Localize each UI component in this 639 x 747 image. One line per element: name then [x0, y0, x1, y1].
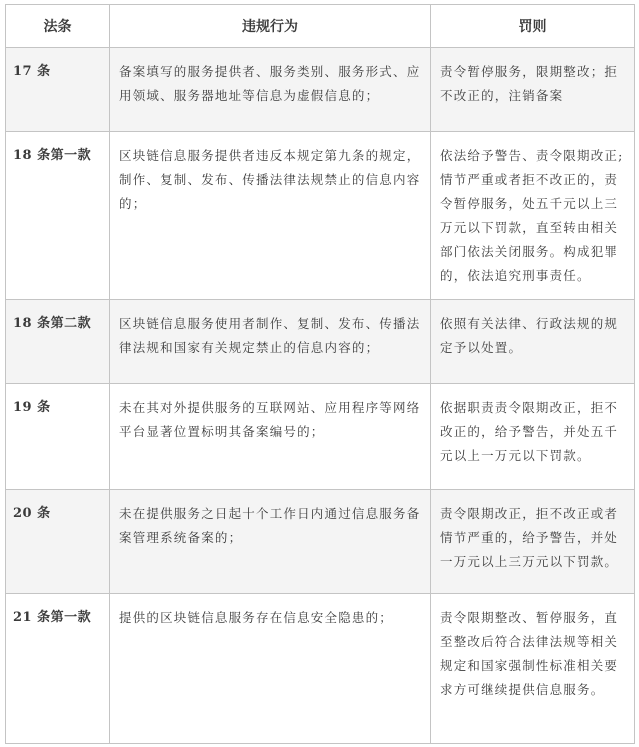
article-cell: 19 条 — [6, 384, 110, 490]
violation-cell: 提供的区块链信息服务存在信息安全隐患的； — [110, 594, 431, 744]
table-row — [6, 48, 635, 132]
penalty-cell: 责令暂停服务，限期整改；拒不改正的，注销备案 — [431, 48, 635, 132]
table-row — [6, 384, 635, 490]
penalty-cell: 依法给予警告、责令限期改正;情节严重或者拒不改正的，责令暂停服务，处五千元以上三万元以下罚款，直至转由相关部门依法关闭服务。构成犯罪的，依法追究刑事责任。 — [431, 132, 635, 300]
violation-cell: 未在提供服务之日起十个工作日内通过信息服务备案管理系统备案的； — [110, 490, 431, 594]
violation-cell: 备案填写的服务提供者、服务类别、服务形式、应用领域、服务器地址等信息为虚假信息的； — [110, 48, 431, 132]
penalty-cell: 责令限期整改、暂停服务，直至整改后符合法律法规等相关规定和国家强制性标准相关要求方可继续提供信息服务。 — [431, 594, 635, 744]
penalty-cell: 依照有关法律、行政法规的规定予以处置。 — [431, 300, 635, 384]
table-row — [6, 132, 635, 300]
header-violation: 违规行为 — [110, 5, 431, 48]
header-article: 法条 — [6, 5, 110, 48]
article-cell: 20 条 — [6, 490, 110, 594]
article-cell: 21 条第一款 — [6, 594, 110, 744]
header-row — [6, 5, 635, 48]
violation-cell: 未在其对外提供服务的互联网站、应用程序等网络平台显著位置标明其备案编号的； — [110, 384, 431, 490]
table-row — [6, 300, 635, 384]
table-row — [6, 594, 635, 744]
violation-cell: 区块链信息服务提供者违反本规定第九条的规定，制作、复制、发布、传播法律法规禁止的信息内容的； — [110, 132, 431, 300]
penalty-cell: 责令限期改正，拒不改正或者情节严重的，给予警告，并处一万元以上三万元以下罚款。 — [431, 490, 635, 594]
header-penalty: 罚则 — [431, 5, 635, 48]
article-cell: 18 条第二款 — [6, 300, 110, 384]
violation-cell: 区块链信息服务使用者制作、复制、发布、传播法律法规和国家有关规定禁止的信息内容的； — [110, 300, 431, 384]
penalty-cell: 依据职责责令限期改正，拒不改正的，给予警告，并处五千元以上一万元以下罚款。 — [431, 384, 635, 490]
article-cell: 18 条第一款 — [6, 132, 110, 300]
table-row — [6, 490, 635, 594]
penalty-table — [5, 4, 635, 744]
article-cell: 17 条 — [6, 48, 110, 132]
